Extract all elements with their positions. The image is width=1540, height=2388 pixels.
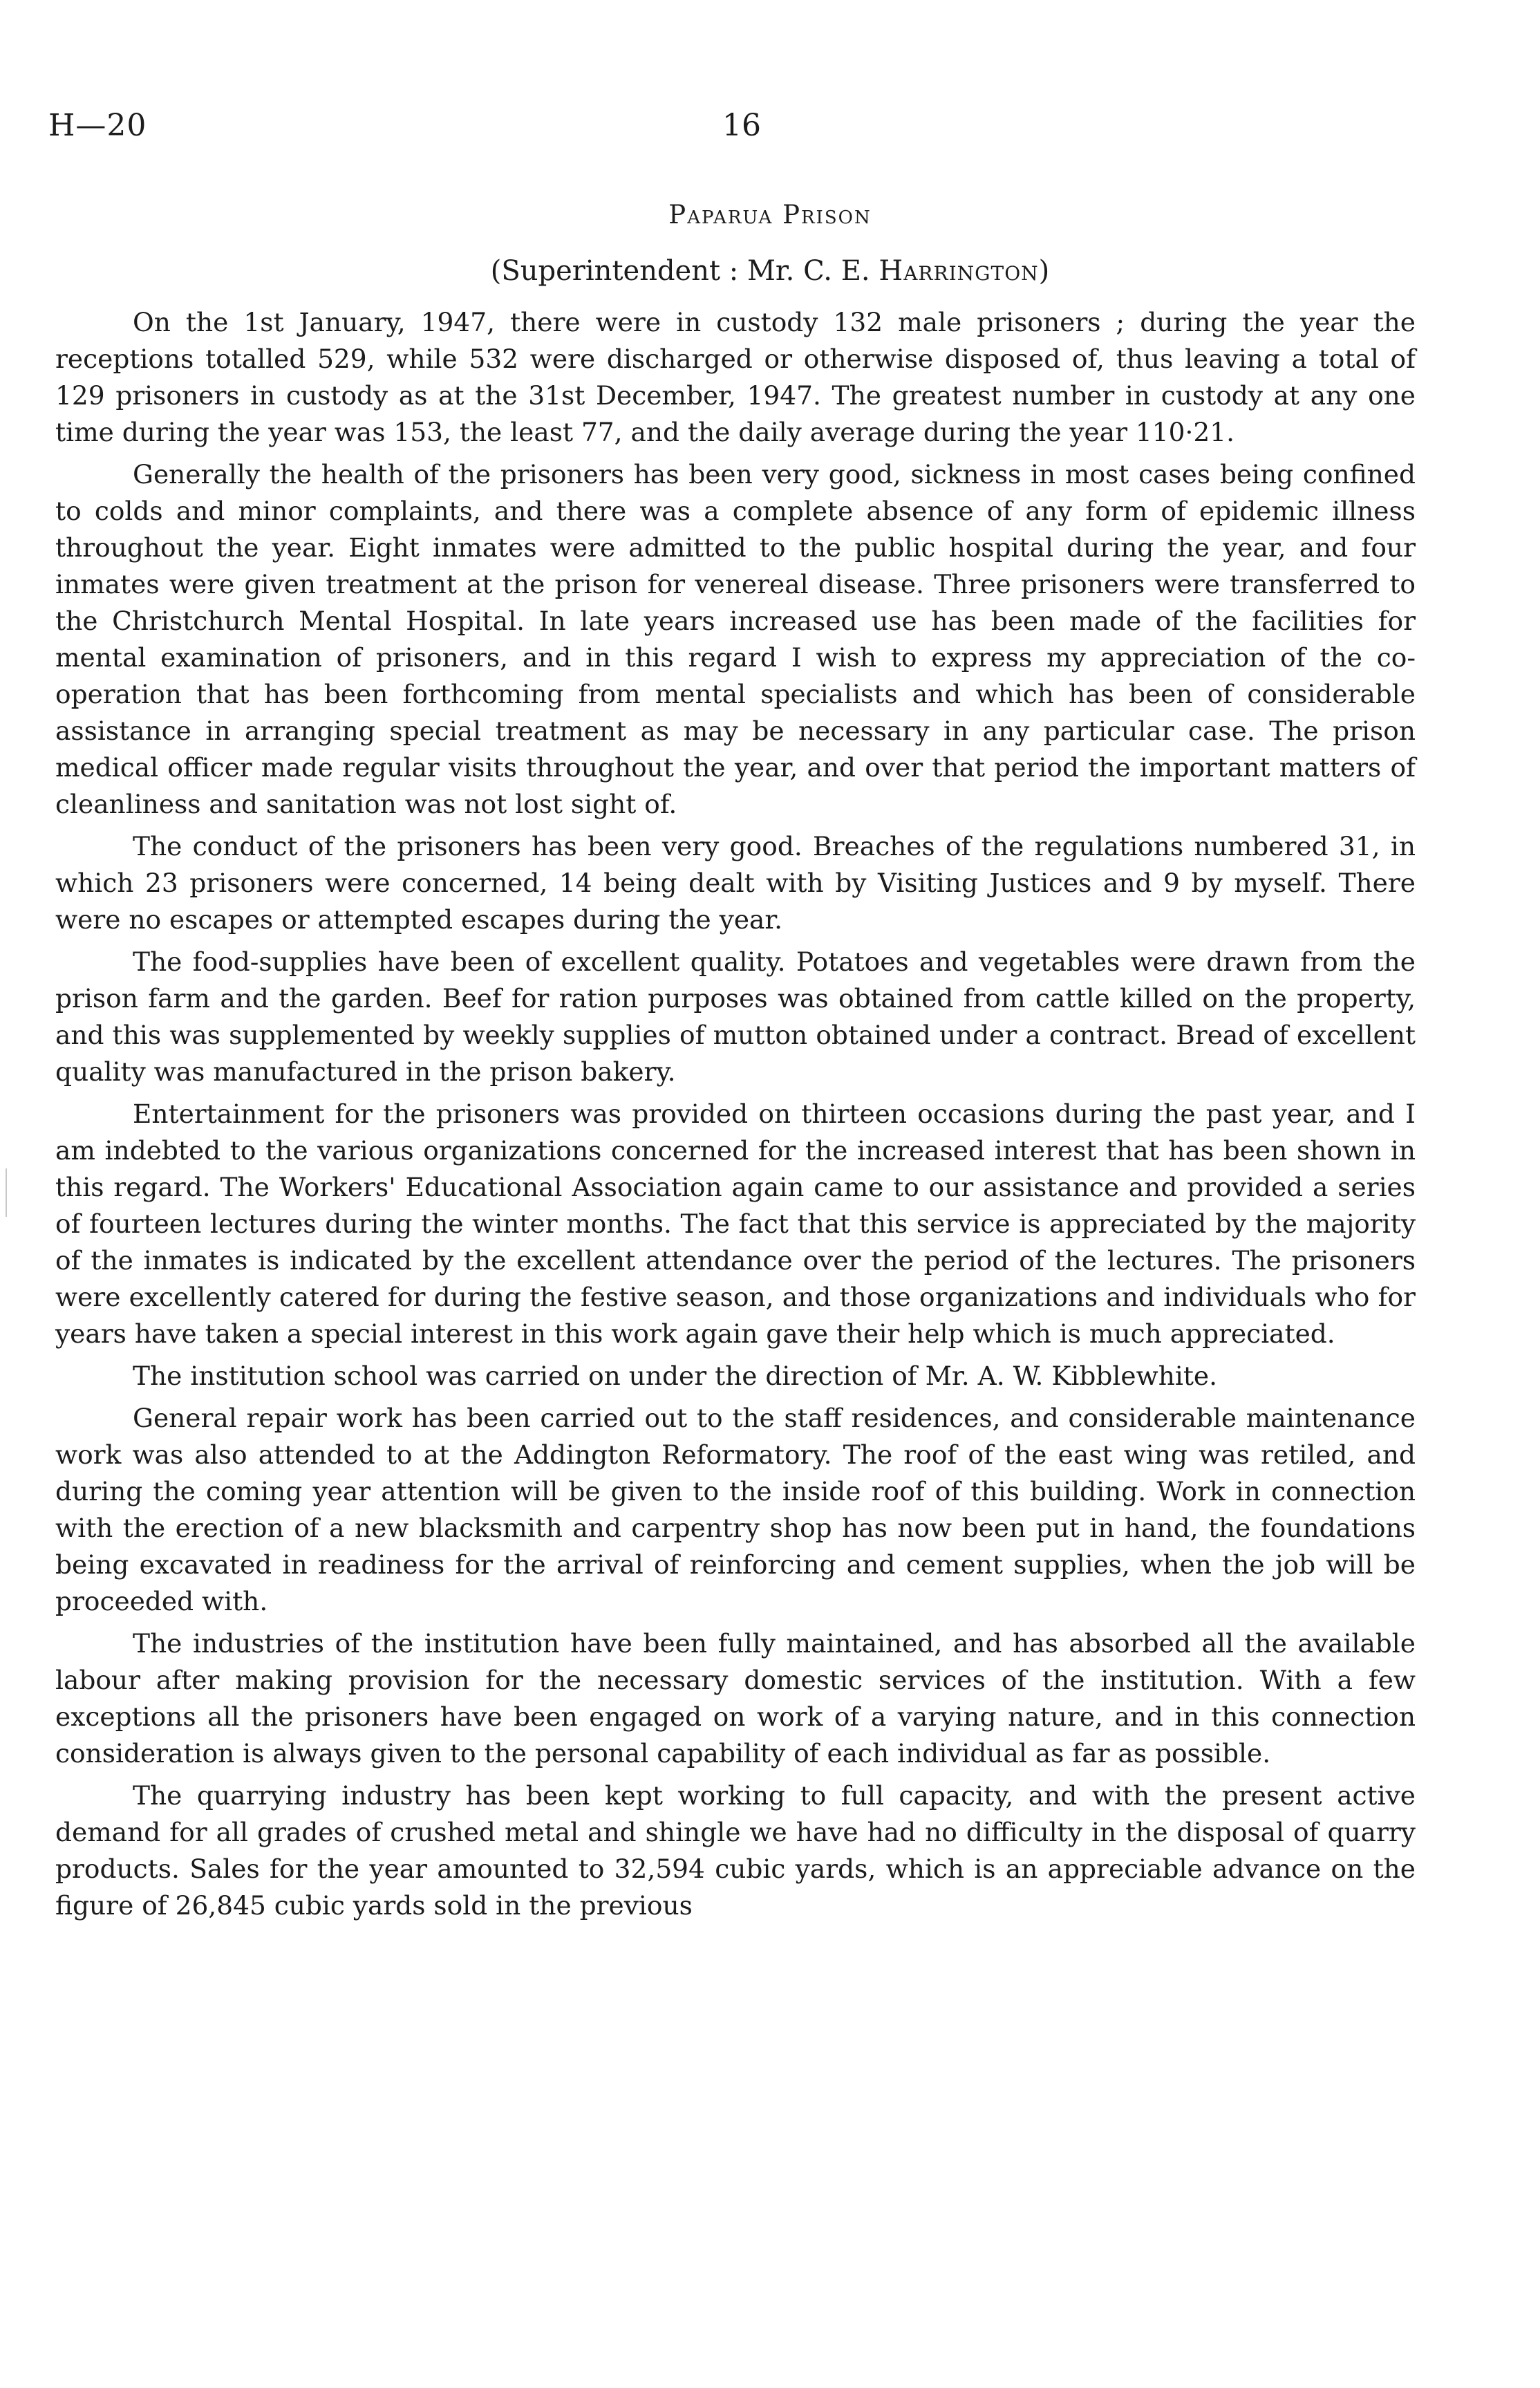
page-number: 16: [722, 108, 761, 143]
paragraph-quarrying: The quarrying industry has been kept working to full capacity, and with the present active demand for all grades of crushed metal and shingle we have had no difficulty in the disposal of quarry products. Sales for the year amounted to 32,594 cubic yards, which is an appreciable advance on the figure of 26,845 cubic yards sold in the previous: [55, 1780, 1416, 1921]
paragraph-food-supplies: The food-supplies have been of excellent quality. Potatoes and vegetables were drawn from the prison farm and the garden. Beef for ration purposes was obtained from cattle killed on the property, and this was supplemented by weekly supplies of mutton obtained under a contract. Bread of excellent quality was manufactured in the prison bakery.: [55, 946, 1416, 1087]
paragraph-health: Generally the health of the prisoners has been very good, sickness in most cases being confined to colds and minor complaints, and there was a complete absence of any form of epidemic illness throughout the year. Eight inmates were admitted to the public hospital during the year, and four inmates were given treatment at the prison for venereal disease. Three prisoners were transferred to the Christchurch Mental Hospital. In late years increased use has been made of the facilities for mental examination of prisoners, and in this regard I wish to express my appreciation of the co-operation that has been forthcoming from mental specialists and which has been of considerable assistance in arranging special treatment as may be necessary in any particular case. The prison medical officer made regular visits throughout the year, and over that period the important matters of cleanliness and sanitation was not lost sight of.: [55, 459, 1416, 819]
report-body: [55, 304, 1416, 1924]
paragraph-repair-work: General repair work has been carried out to the staff residences, and considerable maintenance work was also attended to at the Addington Reformatory. The roof of the east wing was retiled, and during the coming year attention will be given to the inside roof of this building. Work in connection with the erection of a new blacksmith and carpentry shop has now been put in hand, the foundations being excavated in readiness for the arrival of reinforcing and cement supplies, when the job will be proceeded with.: [55, 1403, 1416, 1616]
paragraph-entertainment: Entertainment for the prisoners was provided on thirteen occasions during the past year, and I am indebted to the various organizations concerned for the increased interest that has been shown in this regard. The Workers' Educational Association again came to our assistance and provided a series of fourteen lectures during the winter months. The fact that this service is appreciated by the majority of the inmates is indicated by the excellent attendance over the period of the lectures. The prisoners were excellently catered for during the festive season, and those organizations and individuals who for years have taken a special interest in this work again gave their help which is much appreciated.: [55, 1099, 1416, 1349]
document-code: H—20: [48, 108, 147, 143]
superintendent-prefix: (Superintendent : Mr. C. E.: [490, 255, 879, 287]
paragraph-school: The institution school was carried on under the direction of Mr. A. W. Kibblewhite.: [133, 1361, 1218, 1391]
paragraph-industries: The industries of the institution have been fully maintained, and has absorbed all the available labour after making provision for the necessary domestic services of the institution. With a few exceptions all the prisoners have been engaged on work of a varying nature, and in this connection consideration is always given to the personal capability of each individual as far as possible.: [55, 1628, 1416, 1769]
section-title: Paparua Prison: [668, 200, 872, 230]
paragraph-custody-figures: On the 1st January, 1947, there were in custody 132 male prisoners ; during the year the receptions totalled 529, while 532 were discharged or otherwise disposed of, thus leaving a total of 129 prisoners in custody as at the 31st December, 1947. The greatest number in custody at any one time during the year was 153, the least 77, and the daily average during the year 110·21.: [55, 307, 1416, 447]
superintendent-name: Harrington: [879, 255, 1039, 287]
paragraph-conduct: The conduct of the prisoners has been very good. Breaches of the regulations numbered 31, in which 23 prisoners were concerned, 14 being dealt with by Visiting Justices and 9 by myself. There were no escapes or attempted escapes during the year.: [55, 831, 1416, 935]
scan-margin-mark: [6, 1168, 7, 1217]
superintendent-line: [0, 257, 1540, 285]
superintendent-suffix: ): [1038, 255, 1050, 287]
